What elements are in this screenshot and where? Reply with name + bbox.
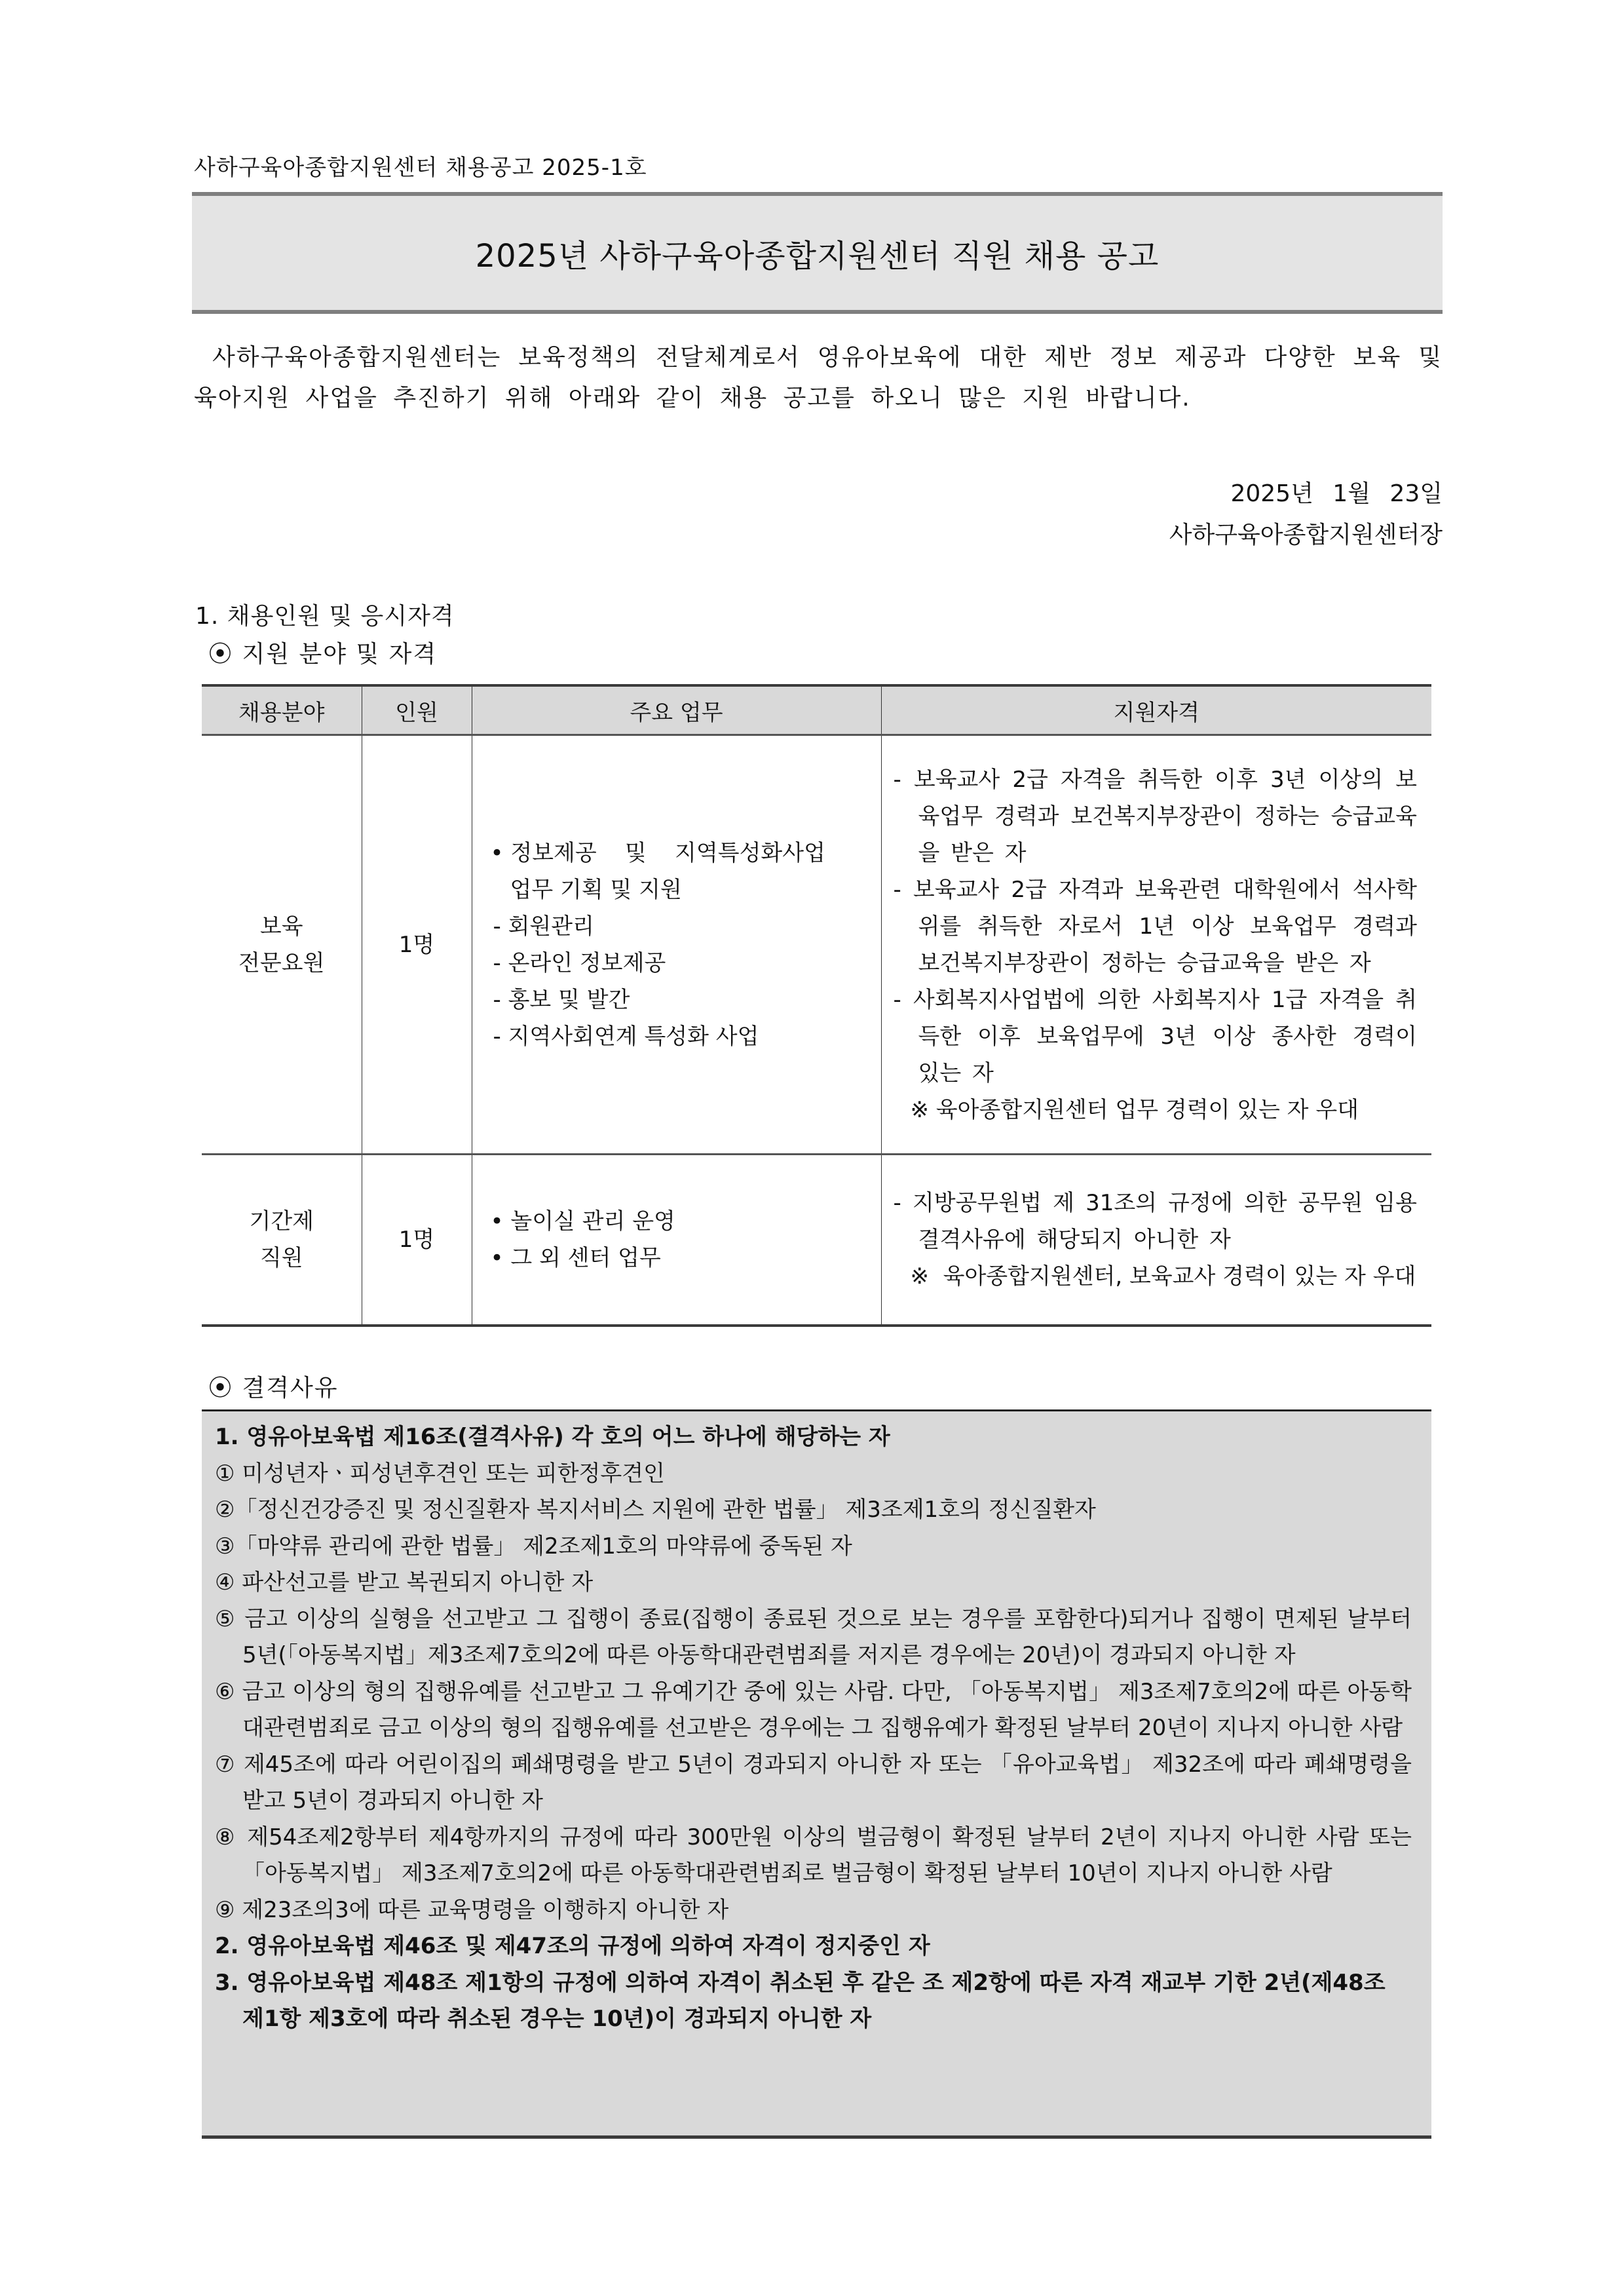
disqualification-box: [202, 1409, 1431, 2139]
qualification-item: - 지방공무원법 제 31조의 규정에 의한 공무원 임용 결격사유에 해당되지 아니한 자: [893, 1190, 1417, 1253]
qualifications-cell: [881, 735, 1431, 1155]
document-number: 사하구육아종합지원센터 채용공고 2025-1호: [194, 155, 647, 181]
column-header-duties: 주요 업무: [472, 685, 881, 735]
field-cell: [202, 1155, 362, 1326]
field-line: 보육: [259, 913, 303, 940]
disqualification-subitem: ⑨ 제23조의3에 따른 교육명령을 이행하지 아니한 자: [215, 1896, 729, 1923]
field-line: 전문요원: [238, 949, 325, 976]
disqualification-subitem: ① 미성년자ㆍ피성년후견인 또는 피한정후견인: [215, 1460, 665, 1487]
field-line: 직원: [259, 1245, 303, 1271]
field-cell: [202, 735, 362, 1155]
qualification-item: - 보육교사 2급 자격과 보육관련 대학원에서 석사학위를 취득한 자로서 1년 이상 보육업무 경력과 보건복지부장관이 정하는 승급교육을 받은 자: [893, 876, 1417, 976]
disqualification-item: 3. 영유아보육법 제48조 제1항의 규정에 의하여 자격이 취소된 후 같은 조 제2항에 따른 자격 재교부 기한 2년(제48조 제1항 제3호에 따라 취소된 경우는 10년)이 경과되지 아니한 자: [215, 1969, 1386, 2032]
qualifications-table: [202, 684, 1431, 1327]
disqualification-subitem: ⑤ 금고 이상의 실형을 선고받고 그 집행이 종료(집행이 종료된 것으로 보는 경우를 포함한다)되거나 집행이 면제된 날부터 5년(「아동복지법」제3조제7호의2에 따른 아동학대관련범죄를 저지른 경우에는 20년)이 경과되지 아니한 자: [215, 1605, 1412, 1668]
preference-note: ※ 육아종합지원센터 업무 경력이 있는 자 우대: [910, 1096, 1359, 1123]
qualification-item: - 사회복지사업법에 의한 사회복지사 1급 자격을 취득한 이후 보육업무에 3년 이상 종사한 경력이 있는 자: [893, 986, 1417, 1086]
duty-item: • 그 외 센터 업무: [490, 1245, 661, 1271]
duties-cell: [472, 1155, 881, 1326]
duties-cell: [472, 735, 881, 1155]
count-cell: 1명: [362, 735, 472, 1155]
qualification-item: - 보육교사 2급 자격을 취득한 이후 3년 이상의 보육업무 경력과 보건복지부장관이 정하는 승급교육을 받은 자: [893, 766, 1417, 866]
disqualification-subitem: ③「마약류 관리에 관한 법률」 제2조제1호의 마약류에 중독된 자: [215, 1533, 852, 1559]
duty-item: - 온라인 정보제공: [493, 949, 666, 976]
title-box: [192, 192, 1443, 314]
duty-item: • 정보제공 및 지역특성화사업: [490, 839, 825, 866]
page-title: 2025년 사하구육아종합지원센터 직원 채용 공고: [475, 237, 1160, 275]
signer: 사하구육아종합지원센터장: [1169, 522, 1443, 548]
section-heading-recruitment: 1. 채용인원 및 응시자격: [195, 603, 455, 630]
duty-item: - 홍보 및 발간: [493, 986, 630, 1013]
announcement-date: 2025년 1월 23일: [1230, 480, 1443, 507]
column-header-field: 채용분야: [202, 685, 362, 735]
disqualification-item: 1. 영유아보육법 제16조(결격사유) 각 호의 어느 하나에 해당하는 자: [215, 1424, 890, 1450]
table-row: [202, 1155, 1431, 1326]
disqualification-item: 2. 영유아보육법 제46조 및 제47조의 규정에 의하여 자격이 정지중인 자: [215, 1933, 930, 1959]
column-header-count: 인원: [362, 685, 472, 735]
duty-item: 업무 기획 및 지원: [510, 876, 682, 903]
table-row: [202, 735, 1431, 1155]
field-line: 기간제: [249, 1208, 314, 1234]
disqualification-subitem: ④ 파산선고를 받고 복권되지 아니한 자: [215, 1569, 594, 1596]
duty-item: • 놀이실 관리 운영: [490, 1208, 675, 1234]
qualifications-cell: [881, 1155, 1431, 1326]
subsection-heading-fields: ⦿ 지원 분야 및 자격: [208, 641, 438, 668]
disqualification-subitem: ⑧ 제54조제2항부터 제4항까지의 규정에 따라 300만원 이상의 벌금형이 확정된 날부터 2년이 지나지 아니한 사람 또는「아동복지법」 제3조제7호의2에 따른 아동학대관련범죄로 벌금형이 확정된 날부터 10년이 지나지 아니한 사람: [215, 1824, 1412, 1886]
preference-note: ※ 육아종합지원센터, 보육교사 경력이 있는 자 우대: [910, 1263, 1416, 1290]
subsection-heading-disqualification: ⦿ 결격사유: [208, 1375, 339, 1402]
disqualification-subitem: ②「정신건강증진 및 정신질환자 복지서비스 지원에 관한 법률」 제3조제1호의 정신질환자: [215, 1497, 1096, 1523]
duty-item: - 회원관리: [493, 913, 594, 940]
disqualification-subitem: ⑥ 금고 이상의 형의 집행유예를 선고받고 그 유예기간 중에 있는 사람. 다만, 「아동복지법」 제3조제7호의2에 따른 아동학대관련범죄로 금고 이상의 형의 집행유예를 선고받은 경우에는 그 집행유예가 확정된 날부터 20년이 지나지 아니한 사람: [215, 1678, 1412, 1741]
table-header-row: [202, 685, 1431, 735]
intro-paragraph: 사하구육아종합지원센터는 보육정책의 전달체계로서 영유아보육에 대한 제반 정보 제공과 다양한 보육 및 육아지원 사업을 추진하기 위해 아래와 같이 채용 공고를 하오니 많은 지원 바랍니다.: [194, 344, 1443, 411]
disqualification-subitem: ⑦ 제45조에 따라 어린이집의 폐쇄명령을 받고 5년이 경과되지 아니한 자 또는 「유아교육법」 제32조에 따라 폐쇄명령을 받고 5년이 경과되지 아니한 자: [215, 1751, 1412, 1814]
duty-item: - 지역사회연계 특성화 사업: [493, 1023, 759, 1050]
column-header-qualifications: 지원자격: [881, 685, 1431, 735]
count-cell: 1명: [362, 1155, 472, 1326]
